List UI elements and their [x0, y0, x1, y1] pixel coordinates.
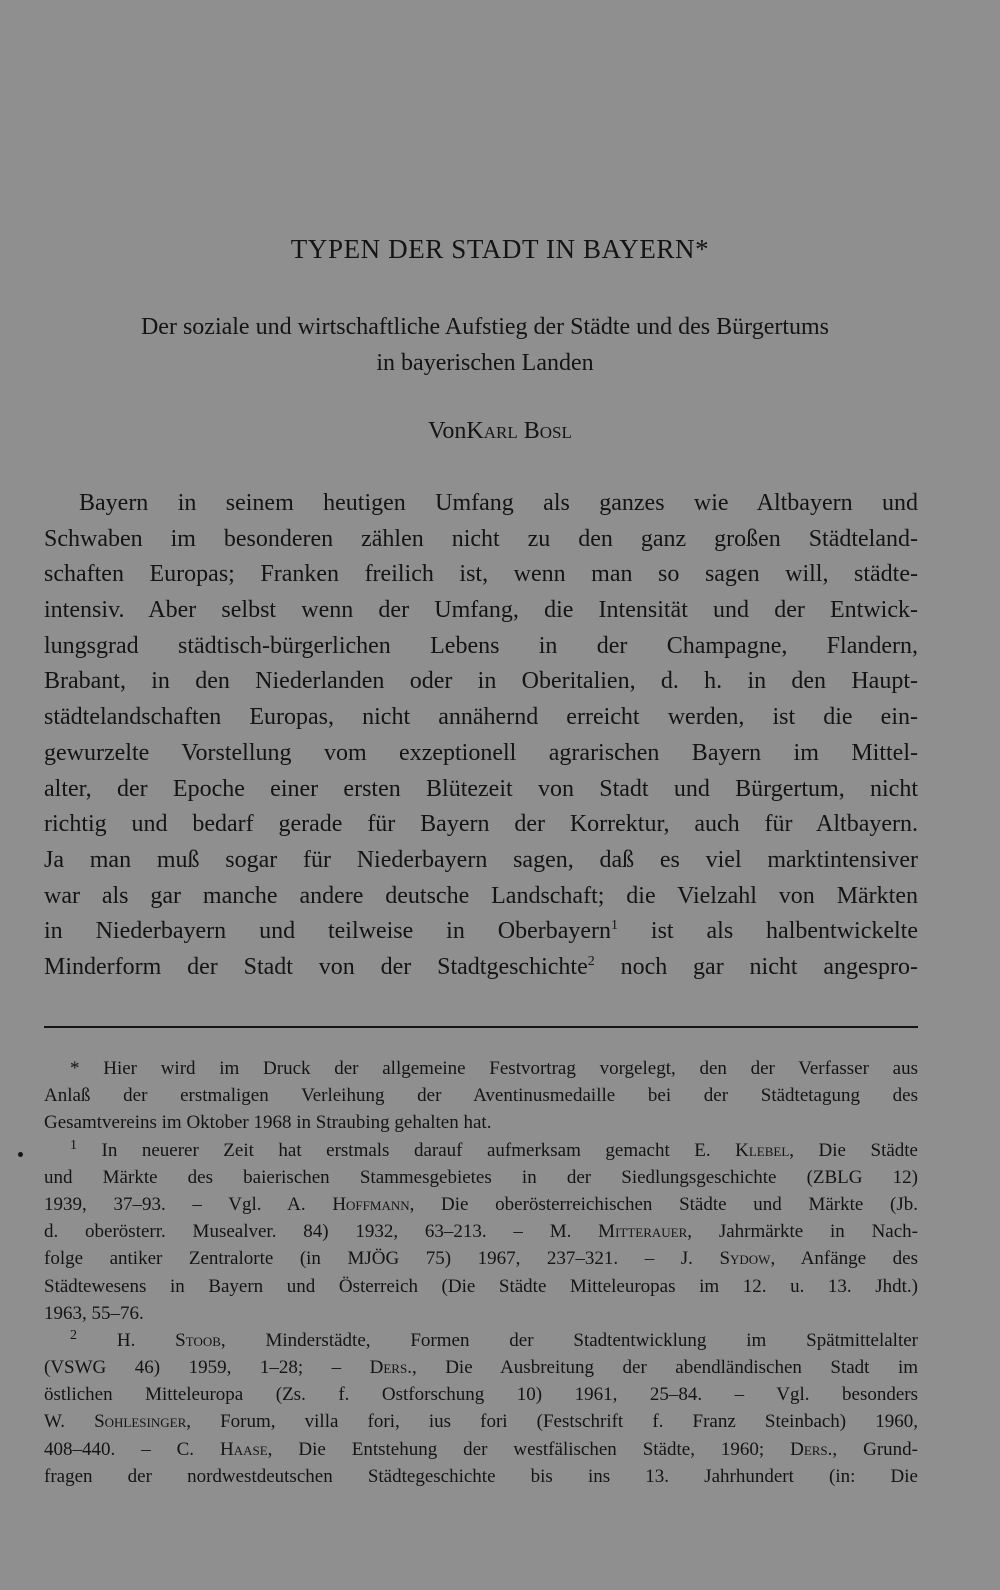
footnote-1-line: 1963, 55–76.	[44, 1302, 144, 1324]
footnote-text: , Die Ausbreitung der abendländischen Stadt im	[411, 1357, 918, 1379]
body-line: intensiv. Aber selbst wenn der Umfang, die Intensität und der Entwick-	[44, 597, 918, 624]
body-paragraph	[44, 486, 918, 986]
footnote-1-line	[44, 1137, 918, 1164]
body-line: Schwaben im besonderen zählen nicht zu den ganz großen Städteland-	[44, 525, 918, 552]
body-line: städtelandschaften Europas, nicht annähernd erreicht werden, ist die ein-	[44, 704, 918, 731]
footnote-2-line	[44, 1408, 918, 1435]
footnote-2-line: östlichen Mitteleuropa (Zs. f. Ostforschung 10) 1961, 25–84. – Vgl. besonders	[44, 1384, 918, 1406]
footnote-text: Hier wird im Druck der allgemeine Festvortrag vorgelegt, den der Verfasser aus	[79, 1058, 918, 1079]
footnote-text: , Anfänge des	[770, 1248, 918, 1270]
footnote-text: , Minderstädte, Formen der Stadtentwicklung im Spätmittelalter	[220, 1329, 918, 1351]
footnote-text: (VSWG 46) 1959, 1–28; –	[44, 1357, 370, 1379]
author-name: Karl Bosl	[466, 418, 572, 444]
footnote-text: , Forum, villa fori, ius fori (Festschrift f. Franz Steinbach) 1960,	[186, 1411, 918, 1433]
subtitle-line: in bayerischen Landen	[376, 350, 594, 376]
footnote-1-line	[44, 1218, 918, 1245]
body-line	[44, 950, 918, 986]
footnote-author: Mitterauer	[598, 1221, 688, 1243]
footnote-2-line	[44, 1327, 918, 1354]
article-title: TYPEN DER STADT IN BAYERN*	[290, 234, 710, 264]
margin-dot-mark	[18, 1152, 23, 1157]
footnote-2-line: fragen der nordwestdeutschen Städtegeschichte bis ins 13. Jahrhundert (in: Die	[44, 1465, 918, 1487]
footnote-text: W.	[44, 1411, 95, 1433]
footnote-text: In neuerer Zeit hat erstmals darauf aufmerksam gemacht E.	[77, 1139, 736, 1161]
footnote-star-line: Anlaß der erstmaligen Verleihung der Aventinusmedaille bei der Städtetagung des	[44, 1085, 918, 1107]
footnote-ref-1[interactable]: 1	[611, 918, 619, 934]
footnotes-section	[44, 1055, 918, 1490]
footnote-text: 1939, 37–93. – Vgl. A.	[44, 1193, 333, 1215]
footnote-divider	[44, 1026, 918, 1028]
body-text-run: noch gar nicht angespro-	[594, 953, 918, 980]
footnote-2-line	[44, 1354, 918, 1381]
footnote-text: H.	[77, 1329, 176, 1351]
body-line: richtig und bedarf gerade für Bayern der Korrektur, auch für Altbayern.	[44, 811, 918, 838]
footnote-text: , Jahrmärkte in Nach-	[687, 1221, 918, 1243]
footnote-text: , Die Städte	[789, 1139, 918, 1161]
author-line	[0, 418, 1000, 445]
footnote-author: Hoffmann	[332, 1193, 410, 1215]
body-line: war als gar manche andere deutsche Landschaft; die Vielzahl von Märkten	[44, 882, 918, 909]
subtitle-line: Der soziale und wirtschaftliche Aufstieg der Städte und des Bürgertums	[140, 314, 830, 340]
footnote-author: Stoob	[175, 1329, 221, 1351]
body-text-run: in Niederbayern und teilweise in Oberbayern	[44, 918, 612, 945]
footnote-text: , Die oberösterreichischen Städte und Märkte (Jb.	[409, 1193, 918, 1215]
footnote-ref-2[interactable]: 2	[587, 953, 595, 969]
footnote-text: , Die Entstehung der westfälischen Städte, 1960;	[267, 1438, 791, 1460]
footnote-1-line	[44, 1191, 918, 1218]
footnote-author: Haase	[220, 1438, 268, 1460]
body-line: Bayern in seinem heutigen Umfang als ganzes wie Altbayern und	[79, 490, 918, 516]
body-line: Ja man muß sogar für Niederbayern sagen, daß es viel marktintensiver	[44, 846, 918, 873]
article-subtitle	[44, 309, 926, 381]
footnote-text: folge antiker Zentralorte (in MJÖG 75) 1967, 237–321. – J.	[44, 1248, 720, 1270]
footnote-2-mark: 2	[70, 1327, 77, 1343]
footnote-star-mark: *	[70, 1058, 80, 1079]
body-line: lungsgrad städtisch-bürgerlichen Lebens in der Champagne, Flandern,	[44, 632, 918, 659]
footnote-author: Sohlesinger	[94, 1411, 187, 1433]
footnote-star-line	[44, 1055, 918, 1082]
footnote-author: Sydow	[719, 1248, 771, 1270]
author-prefix: Von	[428, 418, 467, 444]
footnote-star-line: Gesamtvereins im Oktober 1968 in Straubing gehalten hat.	[44, 1112, 492, 1134]
footnote-1-mark: 1	[70, 1137, 77, 1153]
body-line	[44, 914, 918, 950]
body-line: Brabant, in den Niederlanden oder in Oberitalien, d. h. in den Haupt-	[44, 668, 918, 695]
body-line: alter, der Epoche einer ersten Blütezeit von Stadt und Bürgertum, nicht	[44, 775, 918, 802]
footnote-1-line	[44, 1245, 918, 1272]
footnote-text: d. oberösterr. Musealver. 84) 1932, 63–213. – M.	[44, 1221, 599, 1243]
footnote-1-line: Städtewesens in Bayern und Österreich (Die Städte Mitteleuropas im 12. u. 13. Jhdt.)	[44, 1275, 918, 1297]
footnote-2-line	[44, 1436, 918, 1463]
footnote-author: Klebel	[735, 1139, 790, 1161]
footnote-text: , Grund-	[832, 1438, 918, 1460]
body-text-run: ist als halbentwickelte	[618, 918, 918, 945]
footnote-author: Ders.	[790, 1438, 833, 1460]
body-line: gewurzelte Vorstellung vom exzeptionell agrarischen Bayern im Mittel-	[44, 739, 918, 766]
footnote-text: 408–440. – C.	[44, 1438, 220, 1460]
footnote-1-line: und Märkte des baierischen Stammesgebietes in der Siedlungsgeschichte (ZBLG 12)	[44, 1166, 918, 1188]
body-line: schaften Europas; Franken freilich ist, wenn man so sagen will, städte-	[44, 561, 918, 588]
body-text-run: Minderform der Stadt von der Stadtgeschichte	[44, 953, 588, 980]
footnote-author: Ders.	[369, 1357, 412, 1379]
